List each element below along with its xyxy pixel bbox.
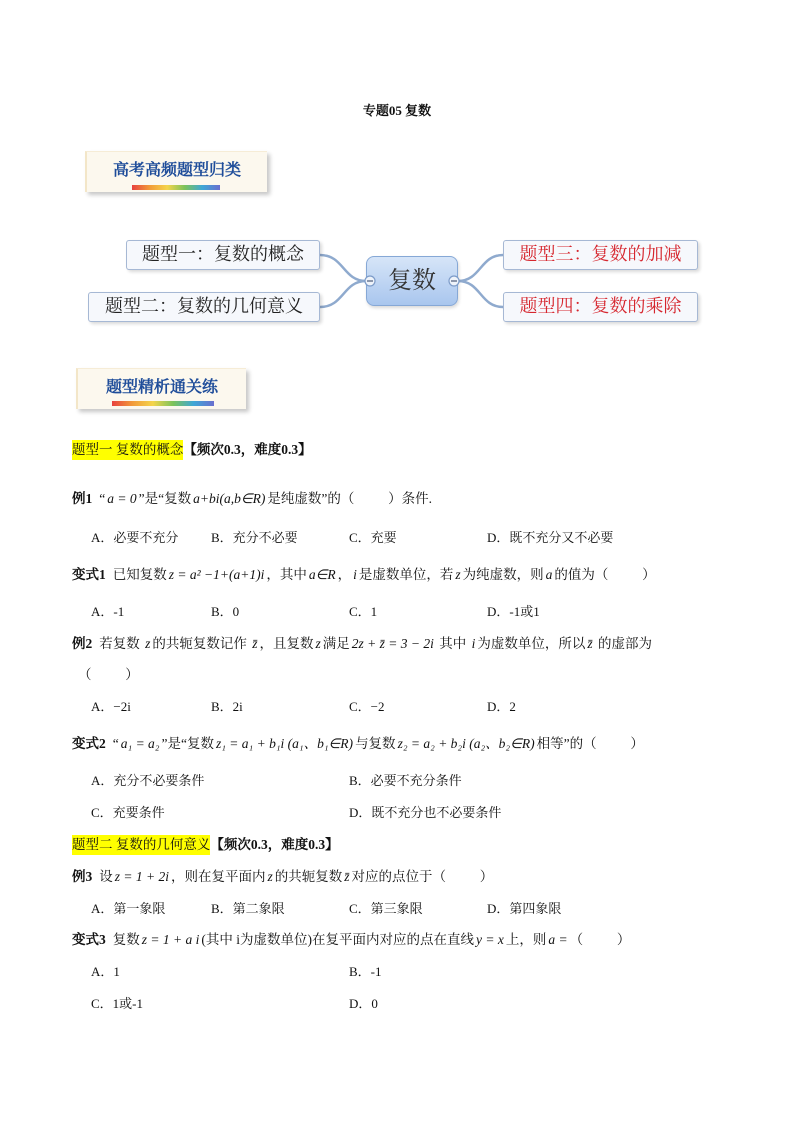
question-text: ，则在复平面内 — [170, 869, 266, 884]
mindmap-node-multiplication: 题型四：复数的乘除 — [503, 292, 698, 322]
math-expression: i — [353, 567, 357, 582]
question-variant-3 — [72, 930, 630, 950]
option-a: A．第一象限 — [91, 901, 166, 916]
option-d: D．0 — [349, 996, 378, 1011]
math-expression: z — [267, 869, 273, 884]
option-d: D．-1或1 — [487, 604, 540, 619]
question-text: 设 — [99, 869, 113, 884]
question-example-1 — [72, 489, 432, 509]
banner-overview — [85, 151, 267, 192]
question-text: “ — [99, 491, 106, 506]
option-b: B．第二象限 — [211, 901, 285, 916]
math-expression: z₂ = a₂ + b₂i (a₂、b₂∈R) — [397, 736, 535, 751]
mindmap-node-geometry: 题型二：复数的几何意义 — [88, 292, 320, 322]
question-text: 上，则 — [505, 932, 547, 947]
collapse-right-icon — [449, 276, 459, 286]
math-expression: z₁ = a₁ + b₁i (a₁、b₁∈R) — [215, 736, 354, 751]
section-title-highlight: 题型二 复数的几何意义 — [72, 835, 210, 855]
question-text: 其中 — [435, 636, 470, 651]
answer-blank: （ ） — [78, 667, 139, 682]
option-a: A．-1 — [91, 604, 125, 619]
question-label: 例2 — [72, 636, 93, 651]
math-expression: z = 1 + 2i — [114, 869, 169, 884]
question-example-2-continuation — [78, 665, 139, 685]
math-expression: a = 0 — [107, 491, 137, 506]
question-variant-2 — [72, 734, 644, 754]
math-expression: z̄ — [344, 869, 350, 884]
option-c: C．−2 — [349, 699, 385, 714]
math-expression: z = 1 + a i — [141, 932, 200, 947]
question-text: 满足 — [322, 636, 350, 651]
option-a: A．1 — [91, 964, 120, 979]
question-text: 是纯虚数”的（ ）条件. — [267, 491, 432, 506]
option-b: B．-1 — [349, 964, 382, 979]
math-expression: z̄ — [587, 636, 593, 651]
question-text: 为虚数单位，所以 — [477, 636, 586, 651]
question-text: 为纯虚数，则 — [462, 567, 544, 582]
mindmap-node-concept: 题型一：复数的概念 — [126, 240, 320, 270]
section-heading-2 — [72, 835, 339, 855]
math-expression: y = x — [475, 932, 504, 947]
mindmap-node-addition: 题型三：复数的加减 — [503, 240, 698, 270]
question-text: 的共轭复数 — [274, 869, 343, 884]
math-expression: i — [471, 636, 476, 651]
math-expression: a+bi(a,b∈R) — [193, 491, 266, 506]
math-expression: z — [315, 636, 321, 651]
option-c: C．1或-1 — [91, 996, 144, 1011]
option-a: A．必要不充分 — [91, 530, 179, 545]
question-text: 与复数 — [355, 736, 396, 751]
question-text: (其中 i为虚数单位)在复平面内对应的点在直线 — [201, 932, 474, 947]
option-c: C．充要条件 — [91, 805, 165, 820]
option-d: D．第四象限 — [487, 901, 562, 916]
question-text: 相等”的（ ） — [536, 736, 644, 751]
option-d: D．2 — [487, 699, 516, 714]
banner-practice — [76, 368, 246, 409]
option-c: C．充要 — [349, 530, 397, 545]
question-example-3 — [72, 867, 493, 887]
option-d: D．既不充分又不必要 — [487, 530, 614, 545]
math-expression: a₁ = a₂ — [120, 736, 160, 751]
section-title-highlight: 题型一 复数的概念 — [72, 440, 183, 460]
document-title: 专题05 复数 — [362, 103, 432, 118]
option-a: A．−2i — [91, 699, 131, 714]
math-expression: a — [545, 567, 553, 582]
question-text: 的值为（ ） — [554, 567, 656, 582]
banner-overview-title: 高考高频题型归类 — [112, 162, 241, 179]
question-variant-1 — [72, 565, 656, 585]
math-expression: z — [145, 636, 151, 651]
math-expression: a∈R — [308, 567, 336, 582]
section-meta: 【频次0.3，难度0.3】 — [210, 837, 339, 852]
section-heading-1 — [72, 440, 312, 460]
option-b: B．必要不充分条件 — [349, 773, 462, 788]
option-b: B．2i — [211, 699, 243, 714]
question-text: ，其中 — [266, 567, 307, 582]
question-text: ，且复数 — [259, 636, 314, 651]
option-a: A．充分不必要条件 — [91, 773, 205, 788]
math-expression: a = — [548, 932, 568, 947]
rainbow-underline — [112, 401, 214, 406]
question-text: 是虚数单位，若 — [358, 567, 454, 582]
question-label: 例3 — [72, 869, 93, 884]
question-text: 若复数 — [99, 636, 144, 651]
math-expression: z = a² −1+(a+1)i — [168, 567, 265, 582]
option-c: C．1 — [349, 604, 378, 619]
question-text: “ — [112, 736, 119, 751]
question-text: ”是“复数 — [138, 491, 192, 506]
option-c: C．第三象限 — [349, 901, 423, 916]
banner-practice-title: 题型精析通关练 — [105, 379, 218, 396]
math-expression: z — [455, 567, 461, 582]
section-meta: 【频次0.3，难度0.3】 — [183, 442, 312, 457]
question-text: 对应的点位于（ ） — [351, 869, 494, 884]
question-text: （ ） — [569, 932, 631, 947]
question-text: ， — [337, 567, 352, 582]
math-expression: 2z + z̄ = 3 − 2i — [351, 636, 434, 651]
mindmap-center-node: 复数 — [366, 256, 458, 306]
mindmap-collapse-handles — [0, 220, 794, 340]
option-b: B．充分不必要 — [211, 530, 298, 545]
question-example-2 — [72, 634, 652, 654]
question-text: 的共轭复数记作 — [152, 636, 251, 651]
question-text: 已知复数 — [112, 567, 167, 582]
question-text: ”是“复数 — [161, 736, 214, 751]
option-d: D．既不充分也不必要条件 — [349, 805, 502, 820]
option-b: B．0 — [211, 604, 240, 619]
math-expression: z̄ — [252, 636, 258, 651]
question-label: 变式1 — [72, 567, 106, 582]
rainbow-underline — [132, 185, 220, 190]
collapse-left-icon — [365, 276, 375, 286]
question-label: 例1 — [72, 491, 93, 506]
question-label: 变式2 — [72, 736, 106, 751]
question-text: 复数 — [112, 932, 140, 947]
question-label: 变式3 — [72, 932, 106, 947]
question-text: 的虚部为 — [594, 636, 653, 651]
